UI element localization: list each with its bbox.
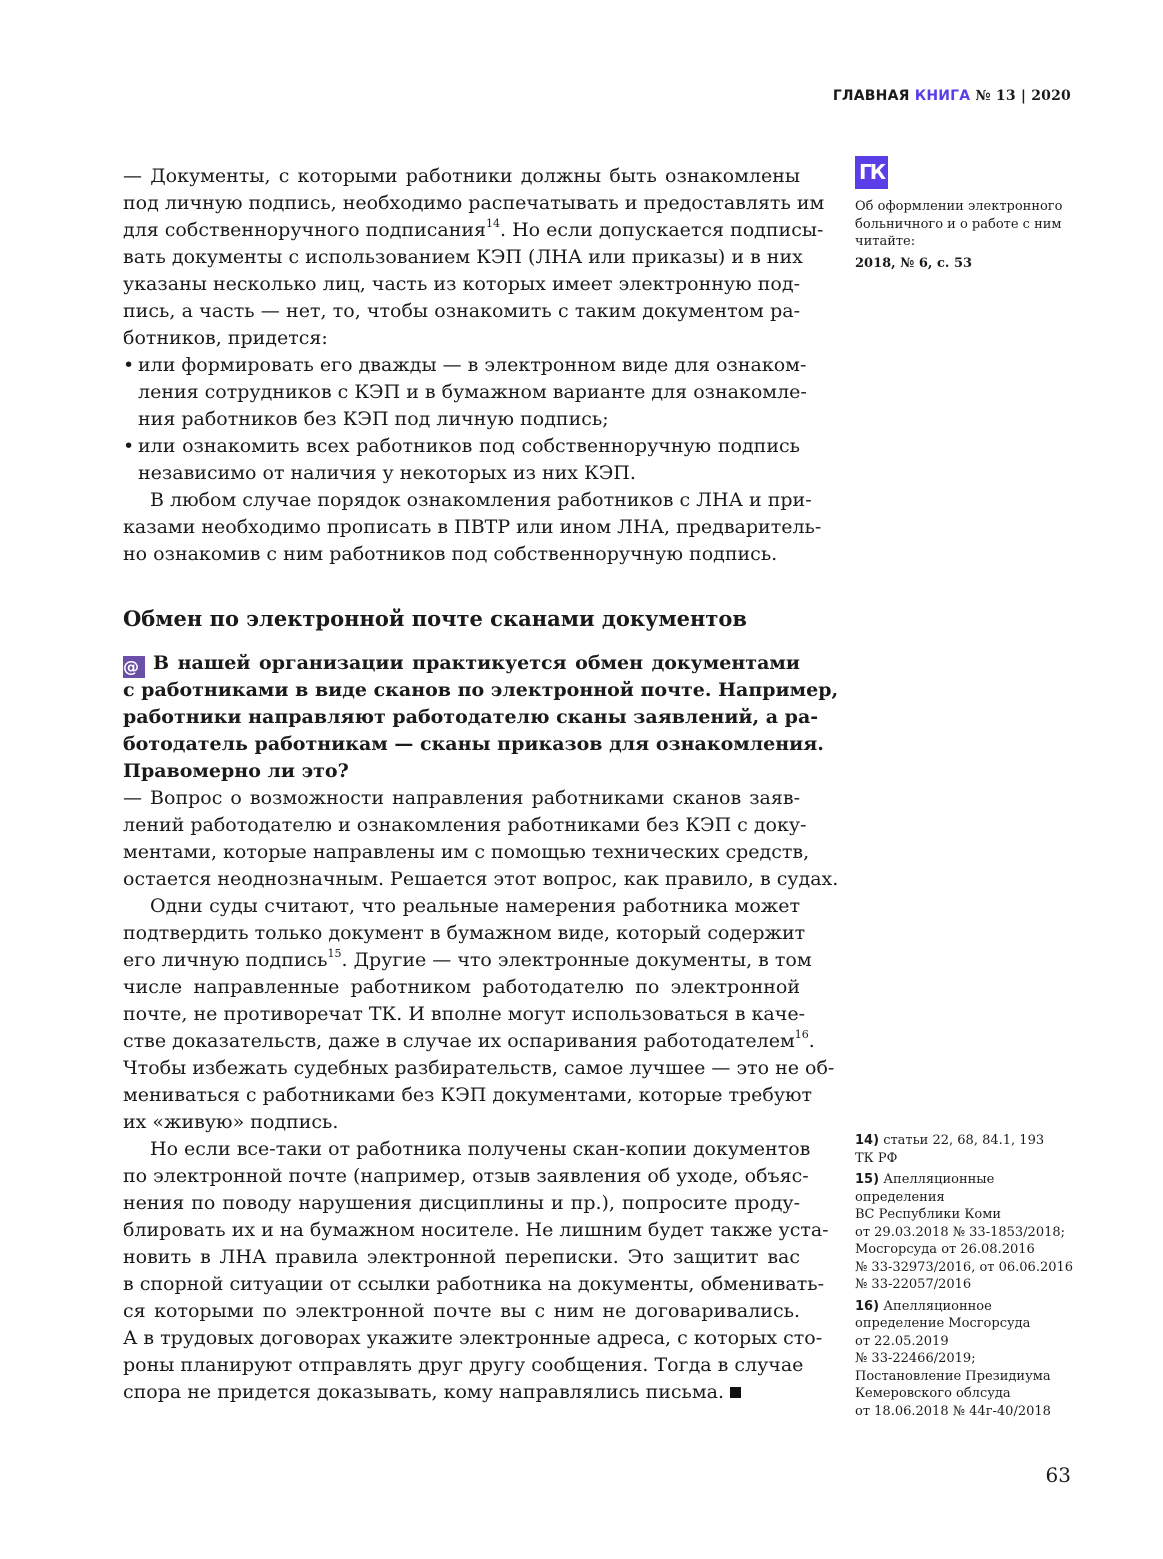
text-line: [123, 704, 819, 731]
text-line: [123, 650, 800, 677]
footnote: [855, 1171, 1080, 1294]
footnote-text: Апелляционное: [883, 1298, 992, 1314]
sidebar-reference: 2018, № 6, с. 53: [855, 255, 973, 271]
footnote-line: [855, 1241, 1080, 1259]
text-line: [123, 1028, 815, 1055]
footnote-text: Кемеровского облсуда: [855, 1386, 1011, 1401]
footnote-line: [855, 1259, 1080, 1277]
text-line: [123, 785, 800, 812]
footnote-line: [855, 1350, 1080, 1368]
paragraph: [123, 785, 839, 893]
text: остается неоднозначным. Решается этот вопрос, как правило, в судах.: [123, 868, 839, 890]
brand-part-1: ГЛАВНАЯ: [832, 88, 910, 104]
footnote-line: [855, 1276, 1080, 1294]
issue-number: № 13 | 2020: [975, 88, 1071, 104]
footnote: [855, 1298, 1080, 1421]
text: ментами, которые направлены им с помощью технических средств,: [123, 841, 810, 863]
text-line: [123, 1325, 823, 1352]
text-line: [123, 1190, 800, 1217]
text-line: [123, 1379, 800, 1406]
text: лений работодателю и ознакомления работниками без КЭП с доку-: [123, 814, 807, 836]
text: А в трудовых договорах укажите электронные адреса, с которых сто-: [123, 1327, 823, 1349]
footnote-number: 14): [855, 1133, 880, 1148]
text: нения по поводу нарушения дисциплины и пр.), попросите проду-: [123, 1192, 800, 1214]
text-line: [123, 1271, 824, 1298]
paragraph: [123, 487, 822, 568]
text: спора не придется доказывать, кому направлялись письма.: [123, 1381, 725, 1403]
text-line: [123, 1298, 800, 1325]
text: ления сотрудников с КЭП и в бумажном варианте для ознакомле-: [138, 381, 807, 403]
text: Одни суды считают, что реальные намерения работника может: [150, 895, 800, 917]
text-line: [123, 1055, 835, 1082]
text-line: [123, 866, 839, 893]
footnote-line: [855, 1368, 1080, 1386]
gk-logo-icon: ГК: [855, 156, 888, 189]
text-line: [123, 1136, 811, 1163]
text: под личную подпись, необходимо распечатывать и предоставлять им: [123, 192, 825, 214]
text-line: [123, 1352, 804, 1379]
footnote-text: ТК РФ: [855, 1150, 898, 1166]
text: В нашей организации практикуется обмен документами: [153, 652, 800, 674]
text: ботодатель работникам — сканы приказов для ознакомления.: [123, 733, 824, 755]
text-line: [123, 379, 807, 406]
text: их «живую» подпись.: [123, 1111, 339, 1133]
text-line: [123, 514, 822, 541]
footnote-ref: 15: [327, 947, 342, 960]
text: ботников, придется:: [123, 327, 328, 349]
text: стве доказательств, даже в случае их оспаривания работодателем: [123, 1030, 795, 1052]
footnote-line: [855, 1333, 1080, 1351]
footnote: [855, 1132, 1080, 1167]
page-number: 63: [1045, 1463, 1071, 1487]
question: [123, 650, 839, 785]
text-line: [123, 541, 800, 568]
text-line: [123, 406, 800, 433]
text: независимо от наличия у некоторых из них КЭП.: [138, 462, 636, 484]
footnote-line: [855, 1298, 1080, 1316]
at-question-icon: @: [123, 656, 145, 678]
text-line: [123, 217, 824, 244]
footnote-line: [855, 1224, 1080, 1242]
text-line: [123, 487, 812, 514]
text: но ознакомив с ним работников под собственноручную подпись.: [123, 543, 778, 565]
footnote-line: [855, 1206, 1080, 1224]
article-body: [123, 163, 839, 1406]
text: подтвердить только документ в бумажном виде, который содержит: [123, 922, 806, 944]
text: казами необходимо прописать в ПВТР или ином ЛНА, предваритель-: [123, 516, 822, 538]
text: с работниками в виде сканов по электронной почте. Например,: [123, 679, 839, 701]
text-line: [123, 758, 800, 785]
bullet-item: [123, 352, 807, 433]
text: — Вопрос о возможности направления работниками сканов заяв-: [123, 787, 800, 809]
brand-part-2: КНИГА: [914, 88, 971, 104]
footnote-text: ВС Республики Коми: [855, 1207, 1002, 1222]
footnote-text: № 33-32973/2016, от 06.06.2016: [855, 1259, 1074, 1275]
text-line: [123, 1001, 805, 1028]
footnote-text: № 33-22466/2019;: [855, 1351, 976, 1366]
footnote-line: [855, 1171, 1080, 1206]
paragraph: [123, 163, 825, 352]
footnote-line: [855, 1150, 1080, 1168]
text: . Но если допускается подписы-: [500, 219, 824, 241]
footnote-text: от 18.06.2018 № 44г-40/2018: [855, 1403, 1051, 1419]
section-heading: Обмен по электронной почте сканами документов: [123, 606, 748, 631]
text: его личную подпись: [123, 949, 328, 971]
footnote-text: от 22.05.2019: [855, 1333, 949, 1349]
footnote-number: 16): [855, 1298, 880, 1314]
text: почте, не противоречат ТК. И вполне могут использоваться в каче-: [123, 1003, 805, 1025]
footnote-text: Апелляционные определения: [855, 1172, 995, 1205]
text-line: [123, 1217, 829, 1244]
text: — Документы, с которыми работники должны быть ознакомлены: [123, 165, 800, 187]
text-line: [123, 163, 800, 190]
text: вать документы с использованием КЭП (ЛНА или приказы) и в них: [123, 246, 803, 268]
footnote-text: № 33-22057/2016: [855, 1277, 972, 1292]
footnote-number: 15): [855, 1172, 880, 1187]
text-line: [123, 1244, 800, 1271]
text: или формировать его дважды — в электронном виде для ознаком-: [138, 354, 807, 376]
text-line: [123, 352, 807, 379]
text-line: [123, 433, 800, 460]
text: блировать их и на бумажном носителе. Не лишним будет также уста-: [123, 1219, 829, 1241]
text: Правомерно ли это?: [123, 760, 349, 782]
text: пись, а часть — нет, то, чтобы ознакомить с таким документом ра-: [123, 300, 800, 322]
footnote-line: [855, 1132, 1080, 1150]
footnote-ref: 14: [486, 217, 501, 230]
text-line: [123, 271, 800, 298]
end-mark-icon: [730, 1387, 741, 1398]
text-line: [123, 947, 812, 974]
text: ния работников без КЭП под личную подпись;: [138, 408, 609, 430]
text-line: [123, 974, 800, 1001]
footnote-text: Мосгорсуда от 26.08.2016: [855, 1242, 1035, 1257]
text: Чтобы избежать судебных разбирательств, самое лучшее — это не об-: [123, 1057, 835, 1079]
text: Но если все-таки от работника получены скан-копии документов: [150, 1138, 811, 1160]
footnote-ref: 16: [794, 1028, 809, 1041]
text-line: [123, 298, 800, 325]
text-line: [123, 1109, 800, 1136]
text: роны планируют отправлять друг другу сообщения. Тогда в случае: [123, 1354, 804, 1376]
text: работники направляют работодателю сканы заявлений, а ра-: [123, 706, 819, 728]
footnote-text: Постановление Президиума: [855, 1368, 1051, 1384]
text: ся которыми по электронной почте вы с ним не договаривались.: [123, 1300, 800, 1322]
text: для собственноручного подписания: [123, 219, 487, 241]
text-line: [123, 1082, 813, 1109]
text: новить в ЛНА правила электронной переписки. Это защитит вас: [123, 1246, 800, 1268]
footnote-line: [855, 1403, 1080, 1421]
text-line: [123, 812, 807, 839]
text-line: [123, 839, 810, 866]
footnote-text: от 29.03.2018 № 33-1853/2018;: [855, 1224, 1066, 1240]
text: в спорной ситуации от ссылки работника на документы, обменивать-: [123, 1273, 824, 1295]
text: . Другие — что электронные документы, в том: [341, 949, 812, 971]
text: В любом случае порядок ознакомления работников с ЛНА и при-: [150, 489, 812, 511]
text: мениваться с работниками без КЭП документами, которые требуют: [123, 1084, 813, 1106]
text: по электронной почте (например, отзыв заявления об уходе, объяс-: [123, 1165, 809, 1187]
text: указаны несколько лиц, часть из которых имеет электронную под-: [123, 273, 800, 295]
text: числе направленные работником работодателю по электронной: [123, 976, 800, 998]
text-line: [123, 460, 800, 487]
footnotes: [855, 1132, 1080, 1424]
text-line: [123, 190, 825, 217]
bullet-item: [123, 433, 800, 487]
text: .: [808, 1030, 815, 1052]
paragraph: [123, 1136, 829, 1406]
sidebar-note-text: Об оформлении электронного больничного и о работе с ним читайте:: [855, 199, 1063, 249]
sidebar-note: [855, 198, 1080, 272]
running-header: [833, 88, 1071, 104]
text-line: [123, 677, 839, 704]
text: или ознакомить всех работников под собственноручную подпись: [138, 435, 800, 457]
text-line: [123, 325, 800, 352]
text-line: [123, 731, 824, 758]
paragraph: [123, 893, 835, 1136]
footnote-line: [855, 1385, 1080, 1403]
footnote-line: [855, 1315, 1080, 1333]
footnote-text: статьи 22, 68, 84.1, 193: [883, 1133, 1045, 1148]
text-line: [123, 1163, 809, 1190]
text-line: [123, 244, 803, 271]
footnote-text: определение Мосгорсуда: [855, 1316, 1031, 1331]
text-line: [123, 893, 800, 920]
text-line: [123, 920, 806, 947]
